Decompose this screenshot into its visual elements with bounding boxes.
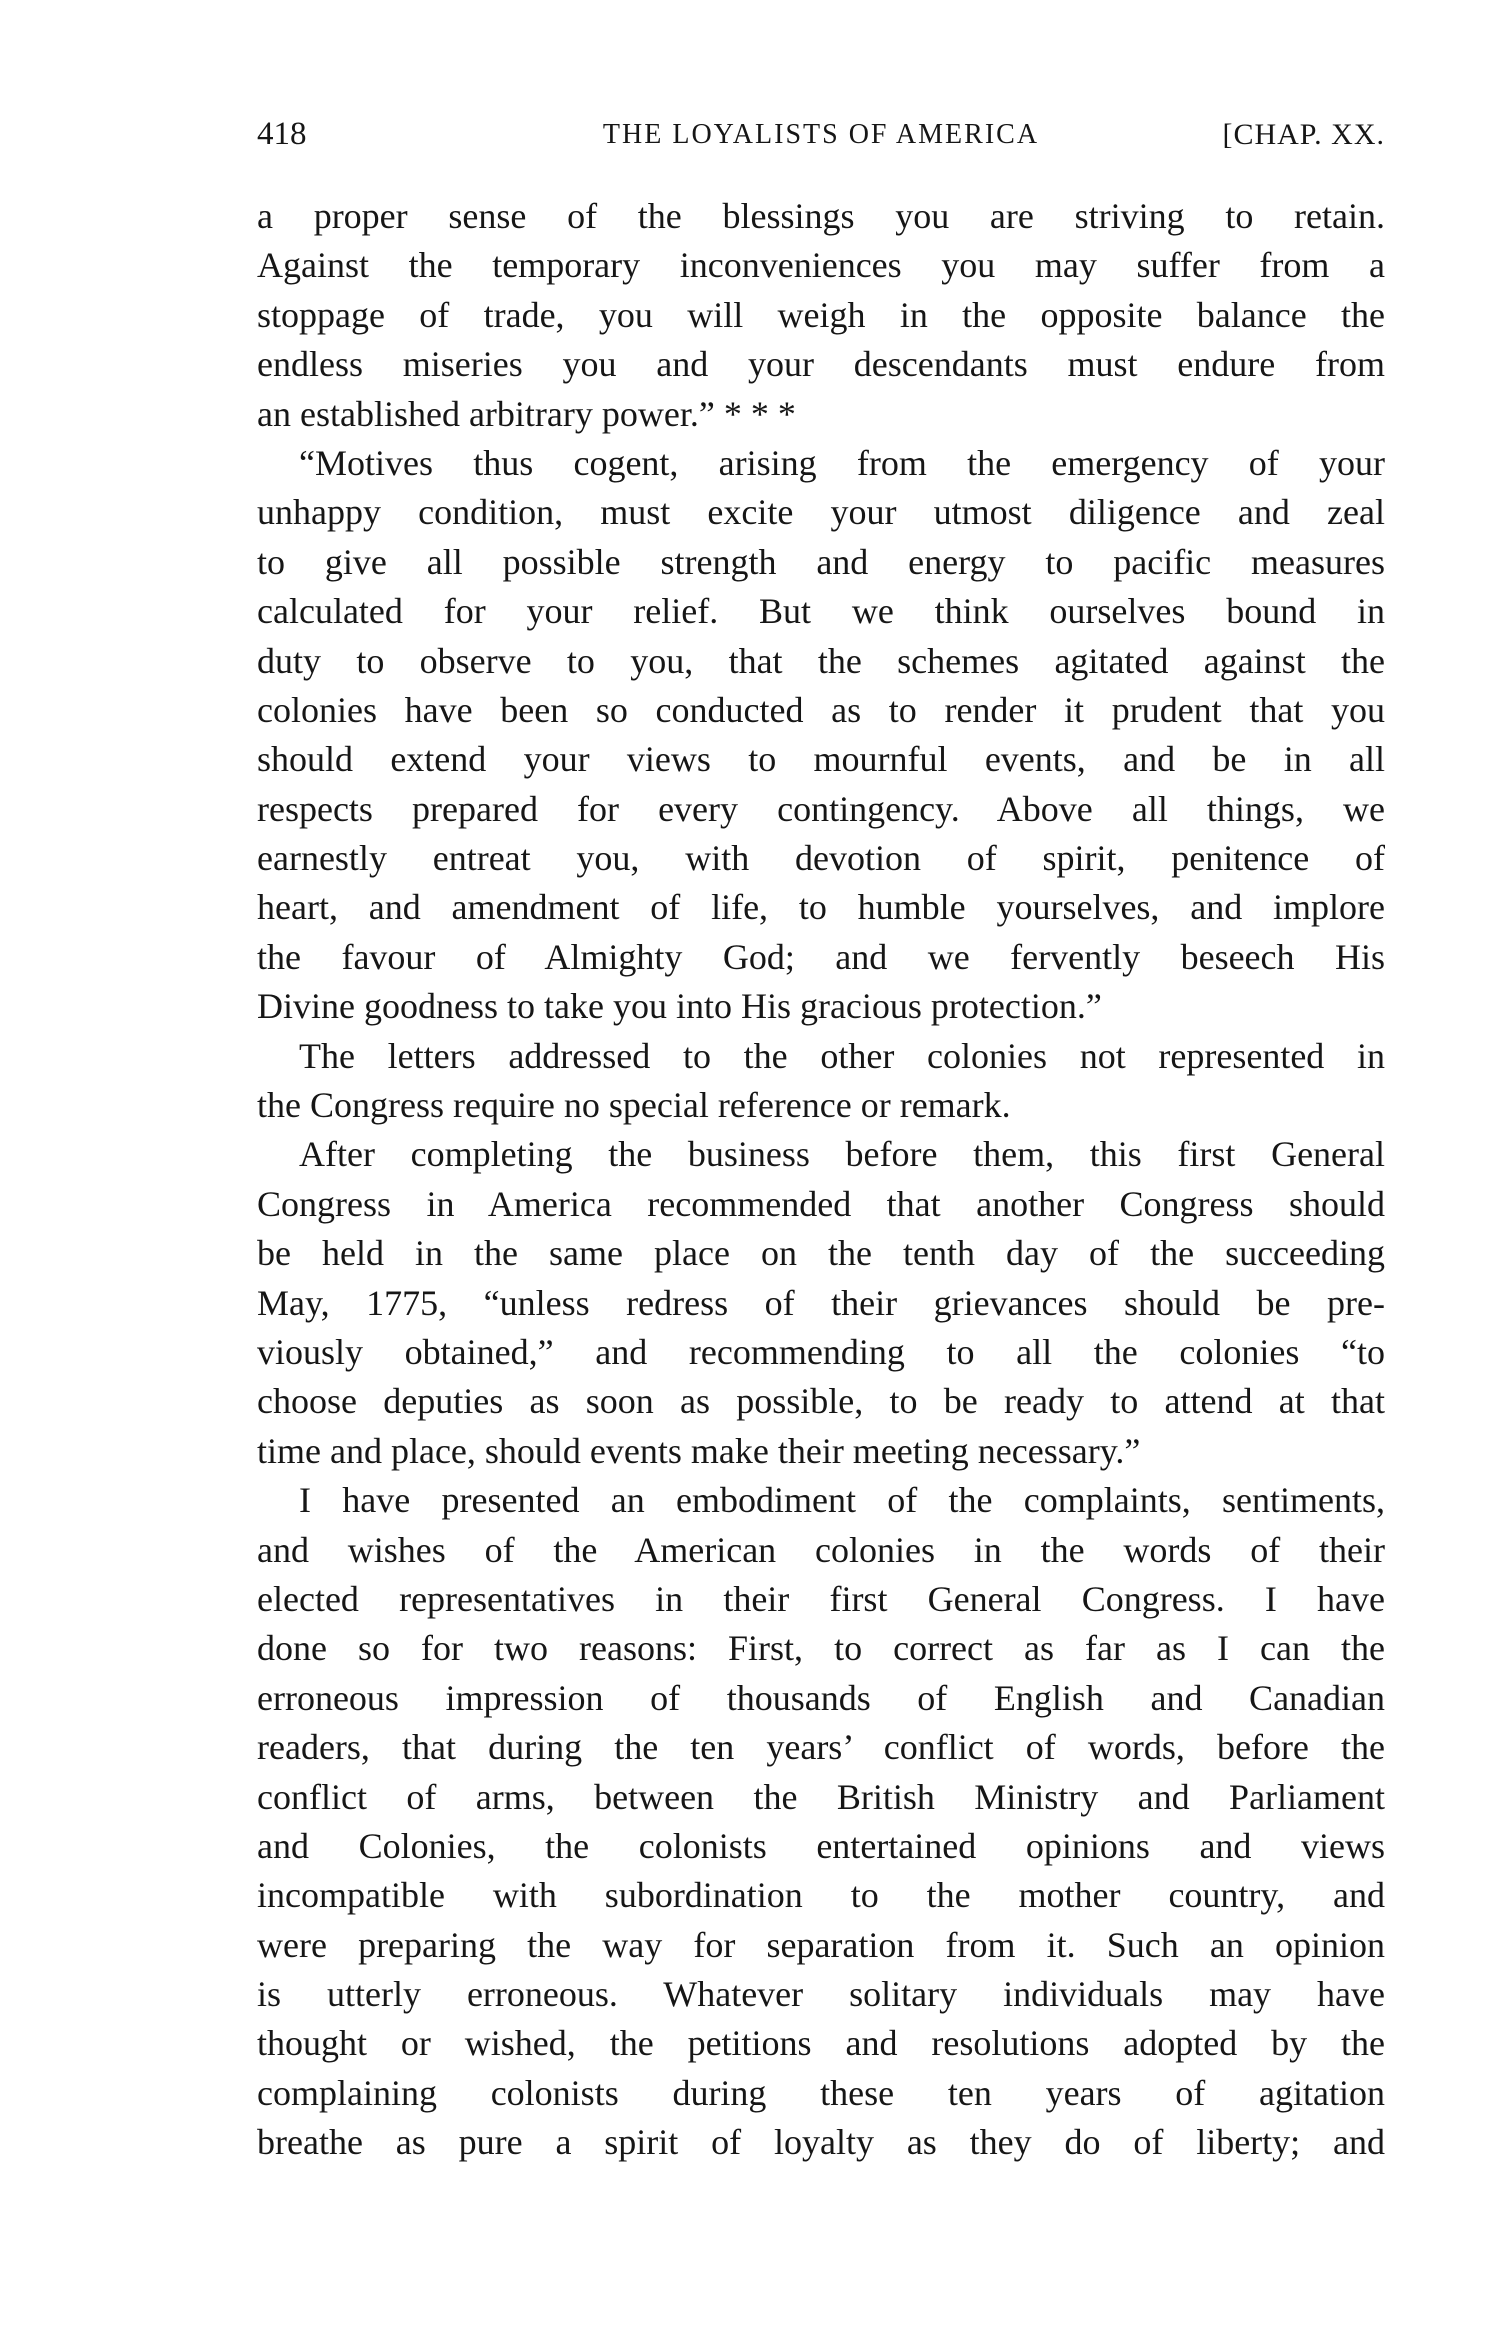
paragraph (257, 1130, 1385, 1476)
paragraph (257, 439, 1385, 1032)
page-number: 418 (257, 116, 307, 152)
text-line: complaining colonists during these ten years of agitation (257, 2072, 1385, 2113)
text-line: I have presented an embodiment of the complaints, sentiments, (299, 1480, 1385, 1521)
text-line: is utterly erroneous. Whatever solitary individuals may have (257, 1974, 1385, 2015)
text-line: “Motives thus cogent, arising from the emergency of your (299, 442, 1385, 483)
paragraph (257, 192, 1385, 439)
text-line: Congress in America recommended that another Congress should (257, 1183, 1385, 1224)
text-line: readers, that during the ten years’ conflict of words, before the (257, 1727, 1385, 1768)
text-line: duty to observe to you, that the schemes agitated against the (257, 640, 1385, 681)
text-line: to give all possible strength and energy to pacific measures (257, 541, 1385, 582)
text-line: be held in the same place on the tenth day of the succeeding (257, 1233, 1385, 1274)
text-line: the favour of Almighty God; and we fervently beseech His (257, 936, 1385, 977)
text-line: The letters addressed to the other colonies not represented in (299, 1035, 1385, 1076)
text-line: elected representatives in their first General Congress. I have (257, 1578, 1385, 1619)
paragraph (257, 1032, 1385, 1131)
paragraph (257, 1476, 1385, 2167)
text-line: respects prepared for every contingency. Above all things, we (257, 788, 1385, 829)
text-line: time and place, should events make their meeting necessary.” (257, 1430, 1141, 1471)
text-line: and Colonies, the colonists entertained opinions and views (257, 1825, 1385, 1866)
text-line: an established arbitrary power.” * * * (257, 393, 796, 434)
text-line: unhappy condition, must excite your utmost diligence and zeal (257, 492, 1385, 533)
text-line: earnestly entreat you, with devotion of spirit, penitence of (257, 838, 1385, 879)
text-line: incompatible with subordination to the mother country, and (257, 1875, 1385, 1916)
chapter-label: [CHAP. XX. (1222, 118, 1385, 151)
text-line: After completing the business before them, this first General (299, 1134, 1385, 1175)
running-title: THE LOYALISTS OF AMERICA (602, 119, 1040, 150)
text-line: Against the temporary inconveniences you may suffer from a (257, 245, 1385, 286)
text-line: viously obtained,” and recommending to all the colonies “to (257, 1331, 1385, 1372)
text-line: done so for two reasons: First, to correct as far as I can the (257, 1628, 1385, 1669)
text-line: endless miseries you and your descendants must endure from (257, 344, 1385, 385)
text-line: colonies have been so conducted as to render it prudent that you (257, 689, 1385, 730)
text-line: May, 1775, “unless redress of their grievances should be pre- (257, 1282, 1385, 1323)
text-line: should extend your views to mournful events, and be in all (257, 739, 1385, 780)
text-line: calculated for your relief. But we think ourselves bound in (257, 591, 1385, 632)
text-line: Divine goodness to take you into His gracious protection.” (257, 986, 1102, 1027)
text-line: choose deputies as soon as possible, to be ready to attend at that (257, 1381, 1385, 1422)
text-line: conflict of arms, between the British Ministry and Parliament (257, 1776, 1385, 1817)
text-line: stoppage of trade, you will weigh in the opposite balance the (257, 294, 1385, 335)
text-line: were preparing the way for separation from it. Such an opinion (257, 1924, 1385, 1965)
running-header (257, 116, 1385, 166)
text-line: erroneous impression of thousands of English and Canadian (257, 1677, 1385, 1718)
text-line: breathe as pure a spirit of loyalty as they do of liberty; and (257, 2122, 1385, 2163)
text-line: thought or wished, the petitions and resolutions adopted by the (257, 2023, 1385, 2064)
text-line: a proper sense of the blessings you are striving to retain. (257, 196, 1385, 236)
text-line: and wishes of the American colonies in the words of their (257, 1529, 1385, 1570)
text-line: heart, and amendment of life, to humble yourselves, and implore (257, 887, 1385, 928)
text-line: the Congress require no special reference or remark. (257, 1085, 1011, 1126)
page-body (257, 192, 1385, 2168)
